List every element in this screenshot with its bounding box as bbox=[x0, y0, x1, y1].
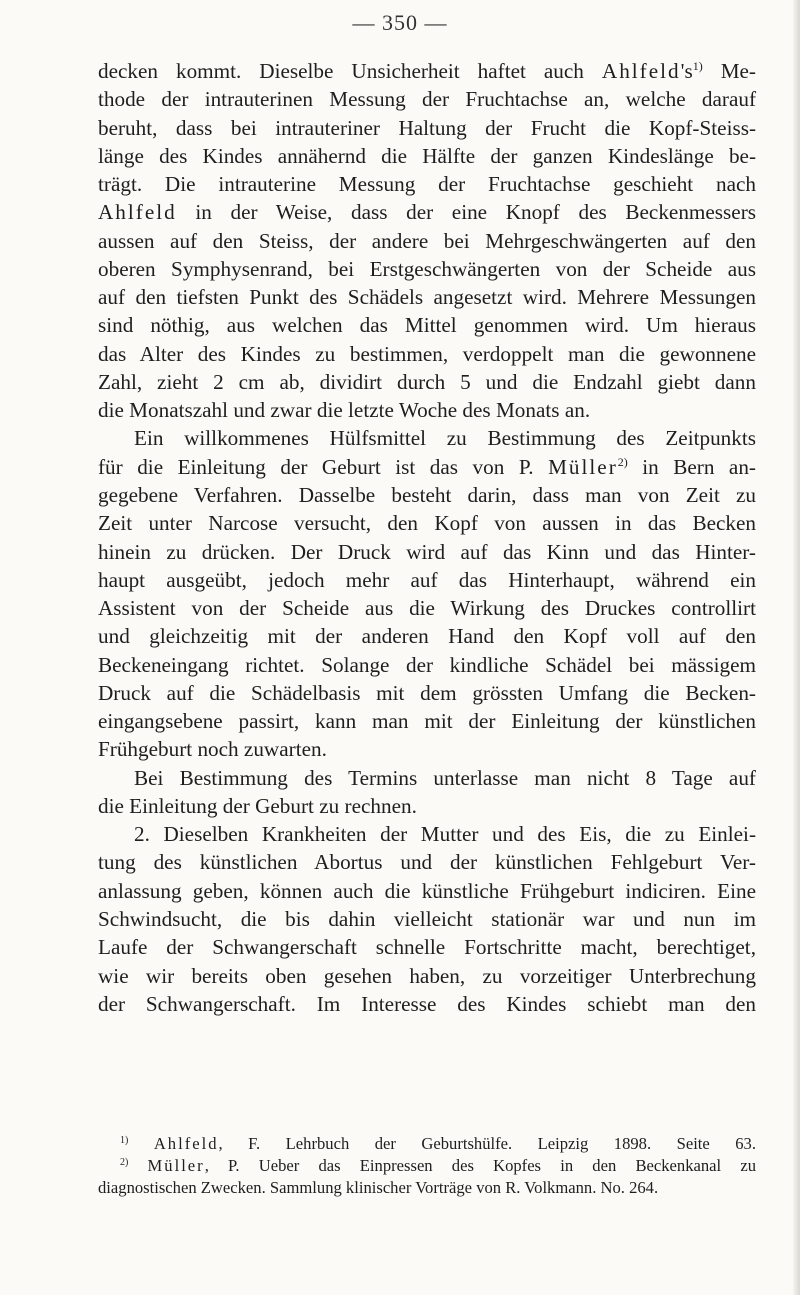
text-line: die Einleitung der Geburt zu rechnen. bbox=[98, 793, 417, 818]
footnote-author: Ahlfeld bbox=[153, 1134, 219, 1153]
page-edge-shadow bbox=[793, 0, 800, 1295]
text-line: sind nöthig, aus welchen das Mittel genommen wird. Um hieraus bbox=[98, 313, 756, 338]
text-line: beruht, dass bei intrauteriner Haltung der Frucht die Kopf-Steiss- bbox=[98, 115, 756, 140]
text-line: die Monatszahl und zwar die letzte Woche des Monats an. bbox=[98, 398, 591, 423]
author-name-ahlfeld: Ahlfeld bbox=[98, 200, 177, 225]
text-line: oberen Symphysenrand, bei Erstgeschwängerten von der Scheide aus bbox=[98, 256, 756, 281]
footnote-2-continued: diagnostischen Zwecken. Sammlung klinischer Vorträge von R. Volkmann. No. 264. bbox=[98, 1178, 659, 1197]
text-line: Laufe der Schwangerschaft schnelle Fortschritte macht, berechtiget, bbox=[98, 935, 756, 960]
main-text bbox=[98, 57, 756, 1018]
page-number: — 350 — bbox=[352, 10, 448, 35]
text-line: aussen auf den Steiss, der andere bei Mehrgeschwängerten auf den bbox=[98, 228, 756, 253]
text-line: Zeit unter Narcose versucht, den Kopf von aussen in das Becken bbox=[98, 511, 756, 536]
text-line: tung des künstlichen Abortus und der künstlichen Fehlgeburt Ver- bbox=[98, 850, 756, 875]
footnote-1: $^{1)}$ Ahlfeld, F. Lehrbuch der Geburtshülfe. Leipzig 1898. Seite 63. bbox=[120, 1134, 756, 1153]
text-line: für die Einleitung der Geburt ist das von P. Müller$^{2)}$ in Bern an- bbox=[98, 454, 756, 479]
text-line: Druck auf die Schädelbasis mit dem grössten Umfang die Becken- bbox=[98, 680, 756, 705]
text-line: decken kommt. Dieselbe Unsicherheit haftet auch $Ahlfeld's^{1)}$ Me- bbox=[98, 59, 756, 83]
footnote-ref-2: 2) bbox=[617, 454, 628, 469]
text-line: Assistent von der Scheide aus die Wirkung des Druckes controllirt bbox=[98, 596, 756, 621]
text-line: das Alter des Kindes zu bestimmen, verdoppelt man die gewonnene bbox=[98, 341, 756, 366]
text-line: auf den tiefsten Punkt des Schädels angesetzt wird. Mehrere Messungen bbox=[98, 285, 756, 310]
text-line: Schwindsucht, die bis dahin vielleicht stationär war und nun im bbox=[98, 906, 756, 931]
text-line: der Schwangerschaft. Im Interesse des Kindes schiebt man den bbox=[98, 991, 756, 1016]
author-name-ahlfeld: Ahlfeld bbox=[601, 59, 681, 83]
paragraph-start: Bei Bestimmung des Termins unterlasse man nicht 8 Tage auf bbox=[134, 765, 756, 790]
text-line: haupt ausgeübt, jedoch mehr auf das Hinterhaupt, während ein bbox=[98, 567, 756, 592]
footnote-author: Müller bbox=[147, 1156, 205, 1175]
paragraph-start: 2. Dieselben Krankheiten der Mutter und des Eis, die zu Einlei- bbox=[134, 822, 756, 847]
text-line: Zahl, zieht 2 cm ab, dividirt durch 5 und die Endzahl giebt dann bbox=[98, 369, 756, 394]
text-line: länge des Kindes annähernd die Hälfte der ganzen Kindeslänge be- bbox=[98, 143, 756, 168]
text-line: Frühgeburt noch zuwarten. bbox=[98, 737, 327, 762]
text-line: anlassung geben, können auch die künstliche Frühgeburt indiciren. Eine bbox=[98, 878, 756, 903]
text-line: trägt. Die intrauterine Messung der Fruchtachse geschieht nach bbox=[98, 172, 756, 197]
text-line: gegebene Verfahren. Dasselbe besteht darin, dass man von Zeit zu bbox=[98, 482, 756, 507]
text-line: thode der intrauterinen Messung der Fruchtachse an, welche darauf bbox=[98, 87, 756, 112]
text-line: Beckeneingang richtet. Solange der kindliche Schädel bei mässigem bbox=[98, 652, 756, 677]
author-name-mueller: Müller bbox=[548, 454, 618, 479]
footnote-marker-1: 1) bbox=[120, 1135, 129, 1146]
text-line: und gleichzeitig mit der anderen Hand den Kopf voll auf den bbox=[98, 624, 756, 649]
footnotes bbox=[98, 1133, 756, 1199]
text-line: wie wir bereits oben gesehen haben, zu vorzeitiger Unterbrechung bbox=[98, 963, 756, 988]
footnote-2: $^{2)}$ Müller, P. Ueber das Einpressen des Kopfes in den Beckenkanal zu bbox=[120, 1156, 756, 1175]
paragraph-start: Ein willkommenes Hülfsmittel zu Bestimmung des Zeitpunkts bbox=[134, 426, 756, 451]
text-line: Ahlfeld in der Weise, dass der eine Knopf des Beckenmessers bbox=[98, 200, 756, 225]
footnote-ref-1: 1) bbox=[692, 59, 703, 73]
text-line: hinein zu drücken. Der Druck wird auf das Kinn und das Hinter- bbox=[98, 539, 756, 564]
text-line: eingangsebene passirt, kann man mit der Einleitung der künstlichen bbox=[98, 709, 756, 734]
footnote-marker-2: 2) bbox=[120, 1157, 129, 1168]
